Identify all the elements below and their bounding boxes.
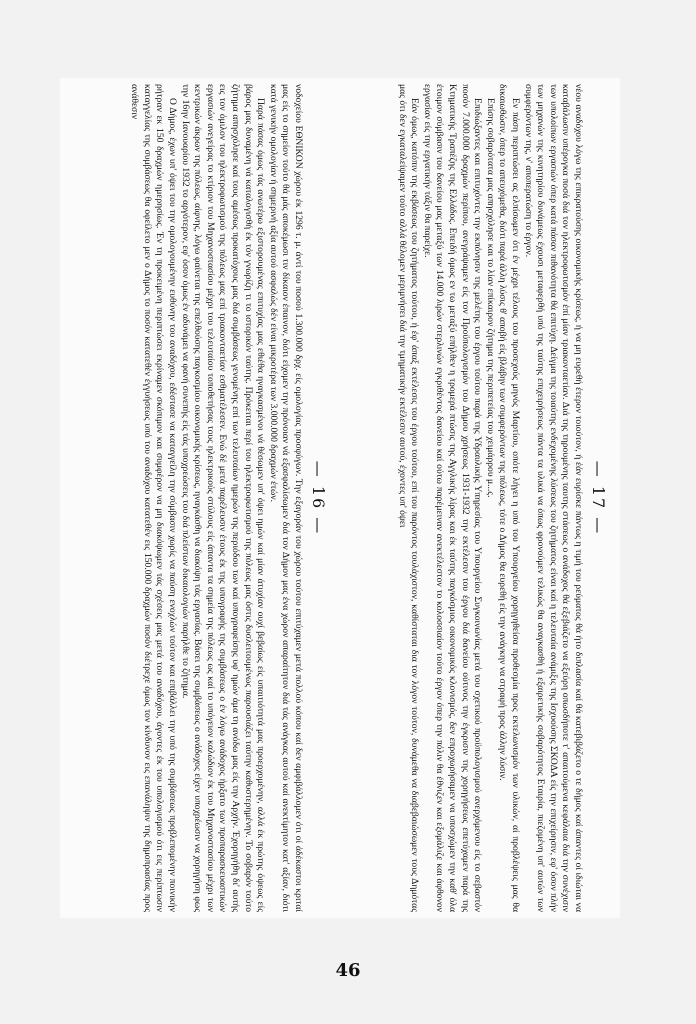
page-number-header: — 16 —: [309, 460, 328, 536]
folio-number: 46: [335, 960, 361, 981]
paragraph: Επίσης σοβαρότατα μας απησχόλησε και το λίαν επίκαιρον ζήτημα της περιπετείας του χειμάρρου μ...ς.: [484, 98, 496, 498]
paragraph: Εν πάση περιπτώσει ας ελπίσωμεν ότι έν μέχρι τέλους του προσεχούς μηνός Μαρτίου, οπότε λήγει η υπό του Υπουργείου χορηγηθείσα προθεσμία προς εκτελωνισμόν των υλικών, αί προβλέψεις μας θα δικαιωθώσιν, όπερ το απευχόμεθα, διότι παρά άλλη λύσις θ' αποβή είς βλάβην των συμφερόντων της πόλεως, τότε ο Δήμος θα ευρεθή είς την ανάγκην να στραφή προς άλλην λύσιν.: [497, 84, 522, 912]
page-body: [64, 84, 304, 912]
paragraph: νοδοχείου ΕΘΝΙΚΟΝ χώρου έκ 1296 τ. μ. άντί του ποσού 1.300.000 δρχ. είς ομολογίας προσφύγων. Την εξαγοράν του χώρου τούτου επιτύχαμεν μετά πολλού κόπου καί δεν αμφιβάλλομεν ότι οί άδέκαστοι κριταί μας είς το σημείον τούτο θά μάς αποκέμωσι τιν δίκαιον έπαινον, διότι είχομεν την πρόνοιαν νά εξασφαλίσωμεν διά τον Δήμον μας ένα χώρον απαραίτητον διά τάς ανάγκας αυτού καί ανεκτίμητον κατ' αξίαν, διότι κατά γενικήν ομολογίαν ή σημερινή αξία αυτού ασφαλώς δέν είναι μικροτέρα των 3.000.000 δραχμών έτών.: [267, 84, 304, 912]
paragraph: Παρά πάσας όμως τάς ανωτέρω εξιστορουμένας επιτυχίας μας εθιέθα ηναγκασμένοι νά θέσωμεν υπ' όψει ημών καί μίαν άτυχίαν ουχί βεβαίως είς υπαιτιότητά μας προερχομένην, αλλά έκ πρώτης όψεως είς βάρος μας δυναμένη νά καταλογισθή έκ τόν γνωρίζη τι το ιστορικόν ταύτης. Πρόκειται περί του ηλεκτροφωτισμού της πόλεως μας όστις δυσλειτουμένως παρουσιάζει ταύτην καθυστερημένην. Το σοβαρόν τούτο ζήτημα απησχόλησε καί τους αμέσως προκατόχους μας διά συμβάσεως γενομένης επί των τελευταίων ημερών της περιόδου των καί υπογραφείσης υφ' ημών άμα τη ανόδω μας είς την Αρχήν. Έχορηγήθη δι' αυτής εις τον όμιλον του ηλεκτροφωτισμού της πόλεως μας επί τριακονταετίαν εσθματέλεσεν. Ενώ δέ μετά παρέλευσιν έτους έκ της υπογραφής της συμβάσεως ο έν λόγω ανάδοχος ήρξατο των προπαρασκευαστικών εργασιών ανεγείρας το κτίριον του Μηχανοστασίου μέχρι του τελευταίου τοποθετήσας τους ηλεκτρικούς στύλους είς άπαντα τα σημεία της πόλεως ως καί το υπόγειον καλώδιον έκ του Μηχανοστασίου μέχρι των κεντρικών άκρων της πόλεως, αίφνης, λόγω φαίνεται της επελθούσης παγκοσμίου οικονομικής κρίσεως, ηναγκάσθη να διακόψη τάς εργασίας. Βάσει της συμβάσεως ο ανάδοχος είχεν υποχρέωσιν να χορηγήση φως την 16ην Ιανουαρίου 1932 το αργότερον, εφ' όσον όμως έν αδυνάμει να φανή συνεπής είς τάς υποχρεώσεις του διά πλείστων δικαιολογιών παρήλθε το ζήτημα.: [179, 84, 267, 912]
paragraph: Εάν όμως, κατόπιν της εκβάσεως του ζητήματος τούτου, ή έφ' άπαξ εκτέλεσις του έργου τούτου, επί του παρόντος τουλάχιστον, καθίσταται δια τον λόγον τούτον, δυνάμεθα να διαβεβαιώσωμεν τους Δημότας μας ότι δεν εγκαταλείψαμεν τούτο αλλά θέλομεν μεριμνήσει διά την τμηματικήν εκτέλεσιν αυτού, έχοντες υπ' όψει: [396, 84, 421, 912]
paragraph: νέου αναδόχου λόγω της επικρατούσης οικονομικής κρίσεως, ή να μη ευρεθή έτερον τοιούτον, ή έάν ευρίσκε πάντως η τιμή του ρεύματος θά ήτο διπλασία καί θά κατεβιβάζετο ο τε δήμος καί άπαντες οί ιδιώται να καταβάλωσιν υπέρογκα ποσά διά τον ηλεκτροφωτισμόν έπί μίαν τριακονταετίαν. Διά της τηρουμένης ταυτης στάσεως ο ανάδοχος θά εξεβιάζετο να εξεύρη οπωσδήποτε τ' απαιτούμενα κεφάλαια διά την συνέχισιν των υπολοίπων εργασιών όπερ κατά πάσαν πιθανότητα θά επιτύχη. Δείγμα της τοιαύτης ενδεχομένης λύσεως του ζητήματος είναι καί η τελευταία ανάμιξις της Ισχυούσης ΣΚΟΔΑ είς την επιχείρησιν, εφ' όσον πλήν των μηχανών της κινητηρίου δυνάμεως έχουσι μεταφερθή υπό της ταύτης επιχειρήσεως πάντα τα υλικά να όπως φρονούμεν τελικώς θα αναγκασθή ή εξαιρετικής σοβαρότητος Εταιρία, πιεζομένη υπ' αυτών των συμφερόντων της, ν' αποπερατώση το έργον.: [522, 84, 584, 912]
paragraph: Επιδιώξαντες και επιτυχόντες την εκπόνησιν της μελέτης του έργου τούτου παρά της Υδραυλικής Υπηρεσίας του Υπουργείου Συγκοινωνίας μετά του σχετικού προϋπολογισμού ανερχόμενου είς το σεβαστόν ποσόν 7.000.000 δραχμών περίπου, ανεγράψαμεν είς τον Προϋπολογισμόν του Δήμου χρήσεως 1931-1932 την εκτέλεσιν του έργου διά δανείου ούτινος την έγκρισιν της χορηγήσεως επετύχαμεν παρά της Κτηματικής Τραπέζης της Ελλάδος. Επειδή όμως εν τω μεταξύ επήλθεν η τρομερά πτώσις της Αγγλικής λίρας και έκ ταύτης παγκόσμιος οικονομικός κλονισμός, δεν επροχωρήσαμεν να υποσχώμεν την καθ' όλα έτοιμον σύμβασιν του δανείου μας μεταξύ των 14.000 λιρών στερλινών εγκριθέντος δανείου καί ούτω παρέμειναν ανεκτέλεστον το κολοσσιαίον τούτο έργον όπερ την πόλιν θα έθνιζεν και εξομάλιζε και άφθονον εργασίαν είς την εργατικήν τάξιν θα παρείχε.: [421, 84, 484, 912]
book-spread: [60, 78, 620, 918]
page-16: [60, 78, 330, 918]
page-17: [340, 78, 610, 918]
page-number-header: — 17 —: [589, 460, 608, 536]
page-body: [344, 84, 584, 912]
paragraph: Ο Δήμος, έχων υπ' όψει του την ομολογουμένην ευθύνην του αναδόχου, εδέστασε να καταγγείλη την σύμβασιν χωρίς να παύση ενοχλών τούτον και επιβάλλει την υπό της συμβάσεως προβλεπομένην ποινικήν ρήτραν εκ 150 δραχμών ημερησίως. Έν τη προκειμένη περιπτώσει εκρίναμεν σκόπιμον και συμφέρον να μη διακόψωμεν τάς σχέσεις μας μετά του αναδόχου, άγοντες έκ του υπολογισμού ότι εις περίπτωσιν καταγγελίας της συμβάσεως θα οφείλετο μεν ο Δήμος το ποσόν κατατεθέν έγγυήσεως υπό του αναδόχου κατατεθέν εις 150.000 δραχμών ποσόν διέτρεχε όμως τον κίνδυνον εις επανάληψιν της δημοπρασίας προς ανάθεσιν: [129, 84, 179, 912]
